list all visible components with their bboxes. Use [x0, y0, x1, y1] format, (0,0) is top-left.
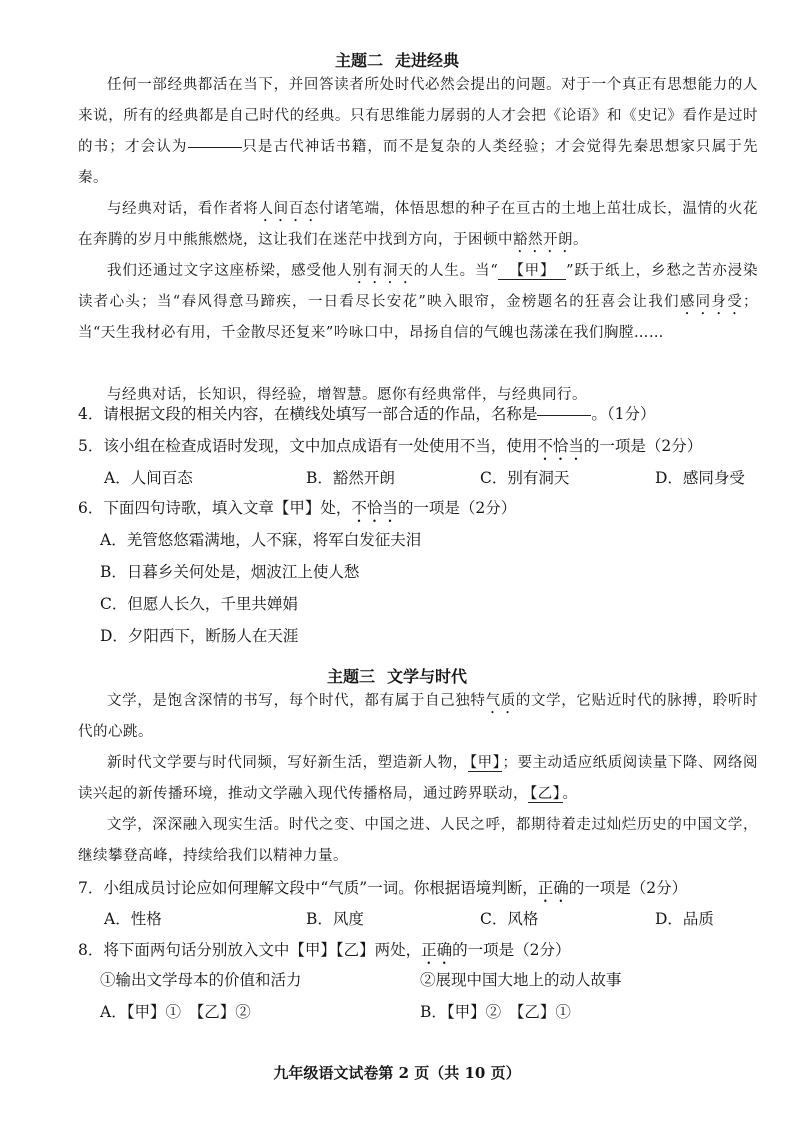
q8-option-b: B．【甲】② 【乙】① — [420, 1003, 571, 1021]
theme2-para2: 与经典对话，看作者将人间百态付诸笔端，体悟思想的种子在亘古的土地上茁壮成长，温情的火花在奔腾的岁月中熊熊燃烧，这让我们在迷茫中找到方向，于困顿中豁然开朗。 — [78, 201, 759, 248]
dotted-idiom: 感同身受 — [679, 294, 744, 310]
q6-option-d: D．夕阳西下，断肠人在天涯 — [100, 627, 299, 645]
question-5: 5．该小组在检查成语时发现，文中加点成语有一处使用不当，使用不恰当的一项是（2分） — [78, 437, 703, 455]
answer-blank — [537, 414, 591, 416]
theme3-para2: 新时代文学要与时代同频，写好新生活，塑造新人物， 【甲】 ；要主动适应纸质阅读量下降、网络阅读兴起的新传播环境，推动文学融入现代传播格局，通过跨界联动， 【乙】 。 — [78, 755, 759, 802]
question-4: 4．请根据文段的相关内容，在横线处填写一部合适的作品，名称是 。（1分） — [78, 405, 656, 423]
theme3-title — [0, 664, 794, 687]
question-8: 8．将下面两句话分别放入文中【甲】【乙】两处，正确的一项是（2分） — [78, 941, 571, 959]
dotted-word: 气质 — [485, 693, 516, 709]
q8-sentence-1: ①输出文学母本的价值和活力 — [100, 971, 302, 989]
page-footer: 九年级语文试卷第 2 页（共 10 页） — [273, 1064, 521, 1082]
q5-option-b: B．豁然开朗 — [306, 469, 395, 487]
q8-sentence-2: ②展现中国大地上的动人故事 — [420, 971, 622, 989]
q5-option-d: D．感同身受 — [655, 469, 745, 487]
theme3-para3: 文学，深深融入现实生活。时代之变、中国之进、人民之呼，都期待着走过灿烂历史的中国文学，继续攀登高峰，持续给我们以精神力量。 — [78, 817, 758, 864]
theme2-title — [0, 48, 794, 71]
q7-option-b: B．风度 — [306, 910, 364, 928]
question-6: 6．下面四句诗歌，填入文章【甲】处，不恰当的一项是（2分） — [78, 499, 517, 517]
theme3-label: 主题三 — [326, 667, 375, 686]
mark-yi: 【乙】 — [530, 786, 561, 802]
dotted-idiom: 人间百态 — [258, 201, 320, 217]
mark-jia: 【甲】 — [498, 263, 566, 280]
q5-option-a: A．人间百态 — [104, 469, 193, 487]
theme2-name: 走进经典 — [395, 51, 460, 70]
dotted-idiom: 豁然开朗 — [513, 232, 573, 248]
theme3-name: 文学与时代 — [387, 667, 468, 686]
q6-option-a: A．羌管悠悠霜满地，人不寐，将军白发征夫泪 — [100, 531, 422, 549]
q5-option-c: C．别有洞天 — [480, 469, 570, 487]
q7-option-d: D．品质 — [655, 910, 714, 928]
theme2-para3: 我们还通过文字这座桥梁，感受他人别有洞天的人生。当“ 【甲】 ”跃于纸上，乡愁之苦亦浸染读者心头；当“春风得意马蹄疾，一日看尽长安花”映入眼帘，金榜题名的狂喜会让我们感同身受；当“天生我材必有用，千金散尽还复来”吟咏口中，昂扬自信的气魄也荡漾在我们胸膛…… — [78, 263, 759, 341]
answer-blank — [188, 146, 242, 148]
theme2-label: 主题二 — [334, 51, 383, 70]
mark-jia: 【甲】 — [469, 755, 501, 771]
theme2-para4: 与经典对话，长知识，得经验，增智慧。愿你有经典常伴，与经典同行。 — [107, 387, 587, 403]
question-7: 7．小组成员讨论应如何理解文段中“气质”一词。你根据语境判断，正确的一项是（2分） — [78, 879, 688, 897]
theme3-para1: 文学，是饱含深情的书写，每个时代，都有属于自己独特气质的文学，它贴近时代的脉搏，聆听时代的心跳。 — [78, 693, 759, 740]
q8-option-a: A．【甲】① 【乙】② — [100, 1003, 251, 1021]
dotted-idiom: 别有洞天 — [352, 263, 414, 279]
q6-option-b: B．日暮乡关何处是，烟波江上使人愁 — [100, 563, 360, 581]
q6-option-c: C．但愿人长久，千里共婵娟 — [100, 595, 298, 613]
q7-option-c: C．风格 — [480, 910, 539, 928]
theme2-para1: 任何一部经典都活在当下，并回答读者所处时代必然会提出的问题。对于一个真正有思想能力的人来说，所有的经典都是自己时代的经典。只有思维能力孱弱的人才会把《论语》和《史记》看作是过时的书；才会认为 只是古代神话书籍，而不是复杂的人类经验；才会觉得先秦思想家只属于先秦。 — [78, 77, 759, 186]
q7-option-a: A．性格 — [104, 910, 162, 928]
